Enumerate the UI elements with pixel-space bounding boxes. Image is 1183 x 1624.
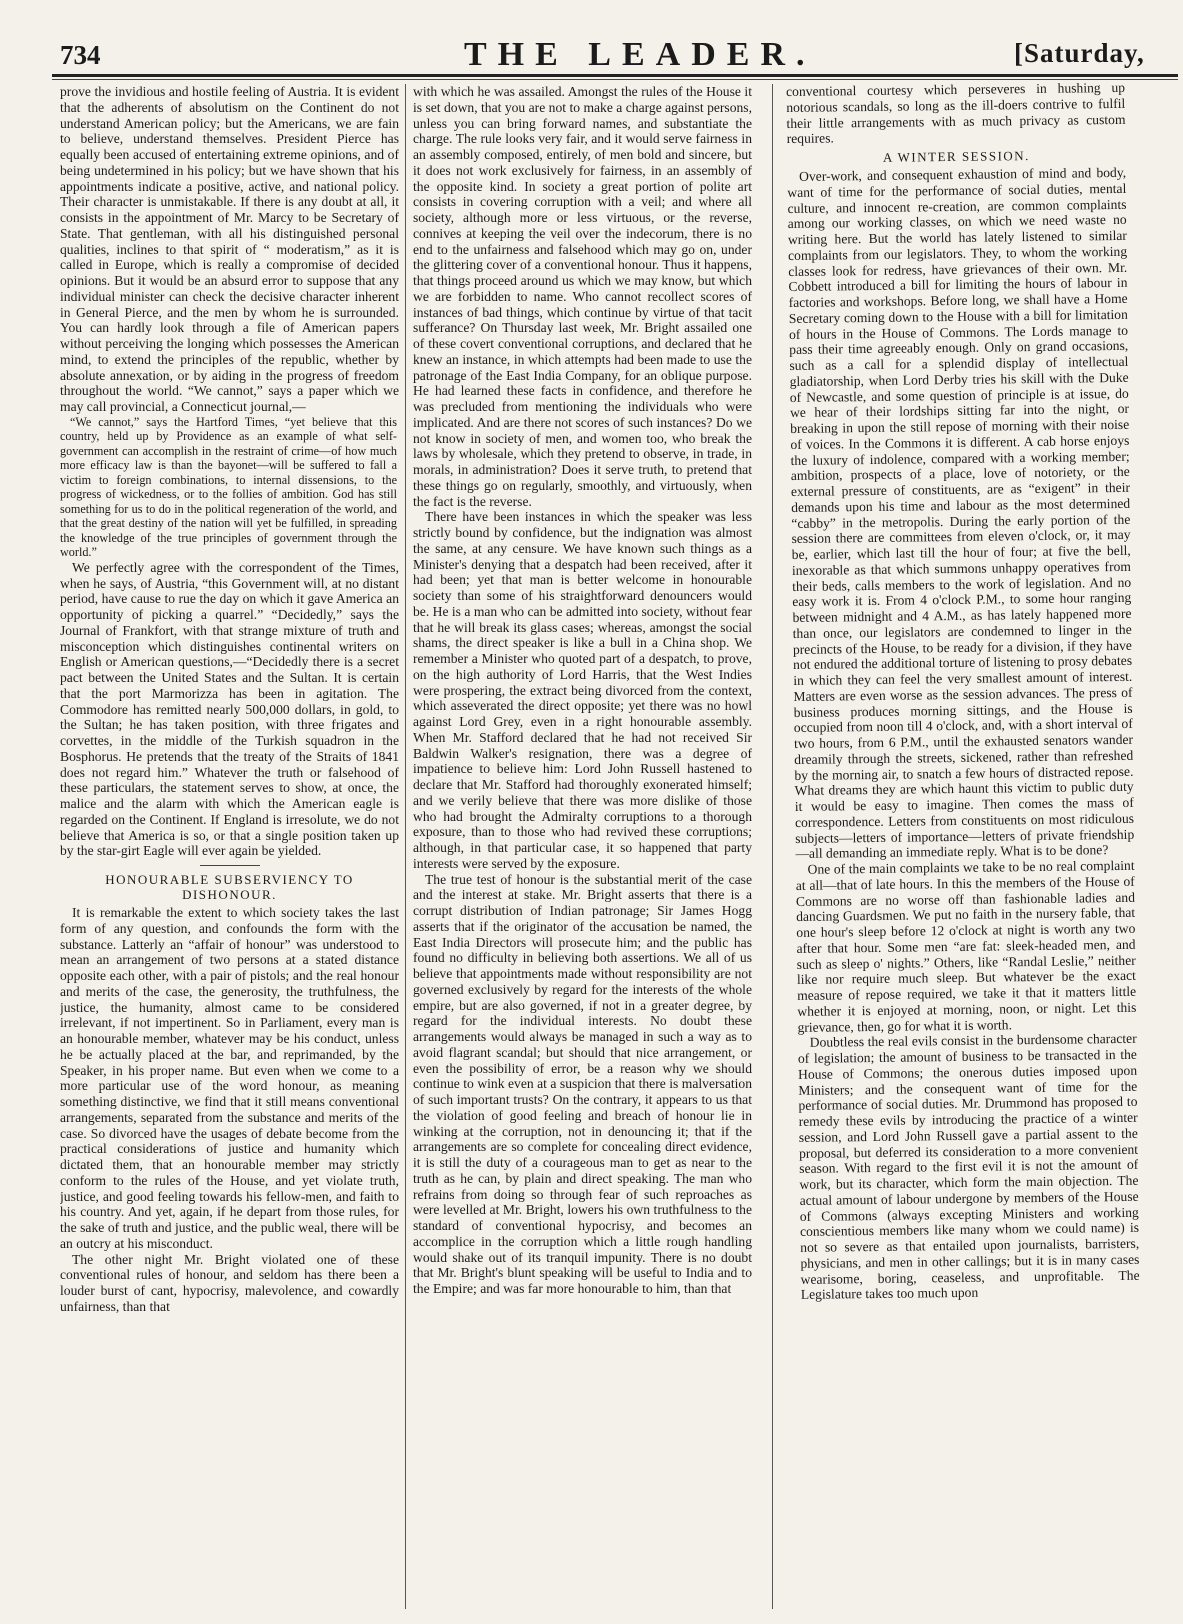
column-2	[413, 84, 752, 1609]
header-rule	[52, 74, 1178, 77]
masthead-title: THE LEADER.	[464, 36, 816, 73]
column-1	[60, 84, 399, 1609]
section-heading: HONOURABLE SUBSERVIENCY TO DISHONOUR.	[105, 872, 354, 902]
header-rule-thin	[52, 79, 1178, 80]
article-paragraph: Over-work, and consequent exhaustion of mind and body, want of time for the performance of social duties, mental culture, and innocent re-creation, are common complaints among our working classes, on which we need waste no writing here. But the world has lately listened to similar complaints from our legislators. They, to whom the working classes look for redress, have grievances of their own. Mr. Cobbett introduced a bill for limiting the hours of labour in factories and workshops. Before long, we shall have a Home Secretary coming down to the House with a bill for limitation of hours in the House of Commons. The Lords manage to pass their time agreeably enough. Only on grand occasions, such as a call for a splendid display of intellectual gladiatorship, when Lord Derby tries his skill with the Duke of Newcastle, and some question of principle is at issue, do we hear of their lordships sitting far into the night, or breaking in upon the still repose of morning with their noise of voices. In the Commons it is different. A cab horse enjoys the luxury of indolence, compared with a working member; ambition, prospects of a place, love of notoriety, or the external pressure of constituents, are as “exigent” in their demands upon his time and labour as the most determined “cabby” in the metropolis. During the early portion of the session there are committees from eleven o'clock, or, it may be, earlier, which last till the hour of four; at five the bell, inexorable as that which summons unhappy operatives from their beds, calls members to the work of legislation. And no easy work it is. From 4 o'clock P.M., to some hour ranging between midnight and 4 A.M., as has lately happened more than once, our legislators are condemned to linger in the precincts of the House, to be ready for a division, if they have not endured the additional torture of listening to prosy debates in which they can feel the very smallest amount of interest. Matters are even worse as the session advances. The press of business produces morning sittings, and the House is occupied from noon till 4 o'clock, and, with a short interval of two hours, from 6 P.M., until the exhausted senators wander dreamily through the streets, sickened, rather than refreshed by the morning air, to snatch a few hours of distracted repose. What dreams they are which haunt this victim to public duty it would be easy to imagine. Then comes the mass of correspondence. Letters from constituents on most ridiculous subjects—letters of importance—letters of private friendship—all demanding an immediate reply. What is to be done?	[787, 164, 1135, 862]
article-paragraph: It is remarkable the extent to which society takes the last form of any question, and confounds the form with the substance. Latterly an “affair of honour” was understood to mean an arrangement of two persons at a stated distance opposite each other, with a pair of pistols; and the real honour and merits of the case, the generosity, the truthfulness, the justice, the humanity, almost came to be considered irrelevant, if not impertinent. So in Parliament, every man is an honourable member, whatever may be his conduct, unless he be actually placed at the bar, and reprimanded, by the Speaker, in his proper name. But even when we come to a more particular use of the word honour, as meaning something distinctive, we find that it still means conventional arrangements, separated from the substance and merits of the case. So divorced have the usages of debate become from the practical considerations of justice and humanity which dictated them, that an honourable member may strictly conform to the rules of the House, and yet violate truth, justice, and good feeling towards his fellow-men, and faith to his country. And yet, again, if he depart from those rules, for the sake of truth and justice, and the public weal, there will be an outcry at his misconduct.	[60, 905, 399, 1251]
article-paragraph: The true test of honour is the substantial merit of the case and the interest at stake. Mr. Bright asserts that there is a corrupt distribution of Indian patronage; Sir James Hogg asserts that if the originator of the accusation be named, the East India Directors will prosecute him; and the public has found no difficulty in believing both assertions. We all of us believe that appointments made without responsibility are not governed exclusively by regard for the interests of the whole empire, but are also governed, if not in a greater degree, by regard for the individual interests. No doubt these arrangements would always be managed in such a way as to avoid flagrant scandal; but should that nice arrangement, or even the possibility of error, be a reason why we should continue to wink even at a suspicion that there is malversation of such important trusts? On the contrary, it appears to us that the violation of good feeling and breach of honour lie in winking at the corruption, not in denouncing it; that if the arrangements are so complete for concealing direct evidence, it is still the duty of a courageous man to get as near to the truth as he can, by plain and direct speaking. The man who refrains from doing so through fear of such reproaches as were levelled at Mr. Bright, lowers his own truthfulness to the standard of conventional hypocrisy, and becomes an accomplice in the corruption which a little rough handling would shake out of its tranquil impunity. There is no doubt that Mr. Bright's blunt speaking will be useful to India and to the Empire; and was far more honourable to him, than that	[413, 871, 752, 1296]
article-paragraph: There have been instances in which the speaker was less strictly bound by confidence, but the indignation was almost the same, at any censure. We have known such things as a Minister's denying that a despatch had been received, after it had been; yet that man is better welcome in honourable society than some of his straightforward denouncers would be. He is a man who can be admitted into society, without fear that he will break its glass cases; whereas, amongst the social shams, the direct speaker is like a bull in a China shop. We remember a Minister who quoted part of a despatch, to prove, on the high authority of Lord Harris, that the West Indies were prospering, the extract being divorced from the context, which asseverated the direct opposite; yet there was no howl against Lord Grey, even in a right honourable assembly. When Mr. Stafford declared that he had not received Sir Baldwin Walker's resignation, there was a degree of impatience to believe him: Lord John Russell hastened to declare that Mr. Stafford had thoroughly exonerated himself; and we verily believe that there was more dislike of those who had brought the Admiralty corruptions to a thorough exposure, than to those who had revived these corruptions; although, in that particular case, it so happened that party interests were served by the exposure.	[413, 509, 752, 871]
article-paragraph: One of the main complaints we take to be no real complaint at all—that of late hours. In this the members of the House of Commons are no worse off than fashionable ladies and dancing Guardsmen. We put no faith in the nursery fable, that one hour's sleep before 12 o'clock at night is worth any two after that hour. Some men “are fat: sleek-headed men, and such as sleep o' nights.” Others, like “Randal Leslie,” neither like nor require much sleep. But whatever be the exact measure of repose required, we take it that it matters little whether it is enjoyed at morning, noon, or night. Let this grievance, then, go for what it is worth.	[795, 857, 1137, 1035]
section-heading: A WINTER SESSION.	[882, 148, 1030, 165]
article-paragraph: prove the invidious and hostile feeling of Austria. It is evident that the adherents of absolutism on the Continent do not understand American policy; but the Americans, we are fain to believe, understand themselves. President Pierce has equally been accused of entertaining extreme opinions, and of being undetermined in his policy; but we have shown that his appointments indicate a positive, active, and national policy. Their character is unmistakable. If there is any doubt at all, it consists in the appointment of Mr. Marcy to be Secretary of State. That gentleman, with all his distinguished personal qualities, inclines to that spirit of “ moderatism,” as it is called in Europe, which is really a compromise of decided opinions. But it would be an absurd error to suppose that any individual minister can check the decisive character inherent in General Pierce, and the men by whom he is surrounded. You can hardly look through a file of American papers without perceiving the longing which possesses the American mind, to extend the principles of the republic, whether by absolute annexation, or by aiding in the progress of freedom throughout the world. “We cannot,” says a paper which we may call provincial, a Connecticut journal,—	[60, 84, 399, 414]
column-divider	[772, 84, 773, 1609]
article-paragraph: conventional courtesy which perseveres in hushing up notorious scandals, so long as the ill-doers contrive to fulfil their little arrangements with as much privacy as custom requires.	[786, 79, 1126, 147]
article-paragraph: The other night Mr. Bright violated one of these conventional rules of honour, and seldom has there been a louder burst of cant, hypocrisy, malevolence, and cowardly unfairness, than that	[60, 1251, 399, 1314]
section-divider	[200, 865, 260, 866]
article-paragraph: We perfectly agree with the correspondent of the Times, when he says, of Austria, “this Government will, at no distant period, have cause to rue the day on which it gave America an opportunity of picking a quarrel.” “Decidedly,” says the Journal of Frankfort, with that strange mixture of truth and misconception which distinguishes continental writers on English or American questions,—“Decidedly there is a secret pact between the United States and the Sultan. It is certain that the port Marmorizza has been in agitation. The Commodore has remitted nearly 500,000 dollars, in gold, to the Sultan; he has taken position, with three frigates and corvettes, in the middle of the Turkish squadron in the Bosphorus. He pretends that the treaty of the Straits of 1841 does not regard him.” Whatever the truth or falsehood of these particulars, the statement serves to show, at once, the malice and the alarm with which the American eagle is regarded on the Continent. If England is irresolute, we do not believe that America is so, or that a single position taken up by the star-girt Eagle will ever again be yielded.	[60, 559, 399, 859]
article-paragraph: with which he was assailed. Amongst the rules of the House it is set down, that you are not to make a charge against persons, unless you can bring forward names, and substantiate the charge. The rule looks very fair, and it would serve fairness in an assembly composed, entirely, of men bold and sincere, but it does not work exclusively for fairness, in an assembly of the opposite kind. In society a great portion of polite art consists in covering corruption with a veil; and where all society, although more or less virtuous, or the reverse, connives at keeping the veil over the indecorum, there is no end to the unfairness and falsehood which may go on, under the glittering cover of a conventional honour. Thus it happens, that things proceed around us which we may know, but which we are forbidden to name. Who cannot recollect scores of instances of bad things, which continue by virtue of that tacit sufferance? On Thursday last week, Mr. Bright assailed one of these covert conventional corruptions, and declared that he knew an instance, in which attempts had been made to use the patronage of the East India Company, for an oblique purpose. He had learned these facts in confidence, and therefore he was precluded from mentioning the individuals who were implicated. And are there not scores of such instances? Do we not know in society of men, and women too, who break the laws by wholesale, which they pretend to observe, in trade, in morals, in administration? Does it serve truth, to pretend that these things go on regularly, smoothly, and virtuously, when the fact is the reverse.	[413, 84, 752, 509]
page-number: 734	[60, 40, 101, 70]
block-quote: “We cannot,” says the Hartford Times, “yet believe that this country, held up by Providence as an example of what self-government can accomplish in the restraint of crime—of how much more efficacy law is than the bayonet—will be suffered to fall a victim to foreign combinations, to internal dissensions, to the progress of wickedness, or to the follies of ambition. God has still something for us to do in the political regeneration of the world, and that the great destiny of the nation will yet be fulfilled, in spreading the knowledge of the true principles of government through the world.”	[60, 414, 397, 560]
article-paragraph: Doubtless the real evils consist in the burdensome character of legislation; the amount of business to be transacted in the House of Commons; the onerous duties imposed upon Ministers; and the consequent want of time for the performance of social duties. Mr. Drummond has proposed to remedy these evils by introducing the practice of a winter session, and Lord John Russell gave a partial assent to the proposal, but deferred its consideration to a more convenient season. With regard to the first evil it is not the amount of work, but its character, which form the main objection. The actual amount of labour undergone by members of the House of Commons (always excepting Ministers and working conscientious members like many whom we could name) is not so severe as that entailed upon journalists, barristers, physicians, and men in other callings; but it is in many cases wearisome, boring, ceaseless, and unprofitable. The Legislature takes too much upon	[797, 1031, 1140, 1303]
page-header	[56, 36, 1176, 76]
column-divider	[405, 84, 406, 1609]
column-3	[786, 80, 1144, 1609]
date-label: [Saturday,	[1014, 38, 1145, 68]
